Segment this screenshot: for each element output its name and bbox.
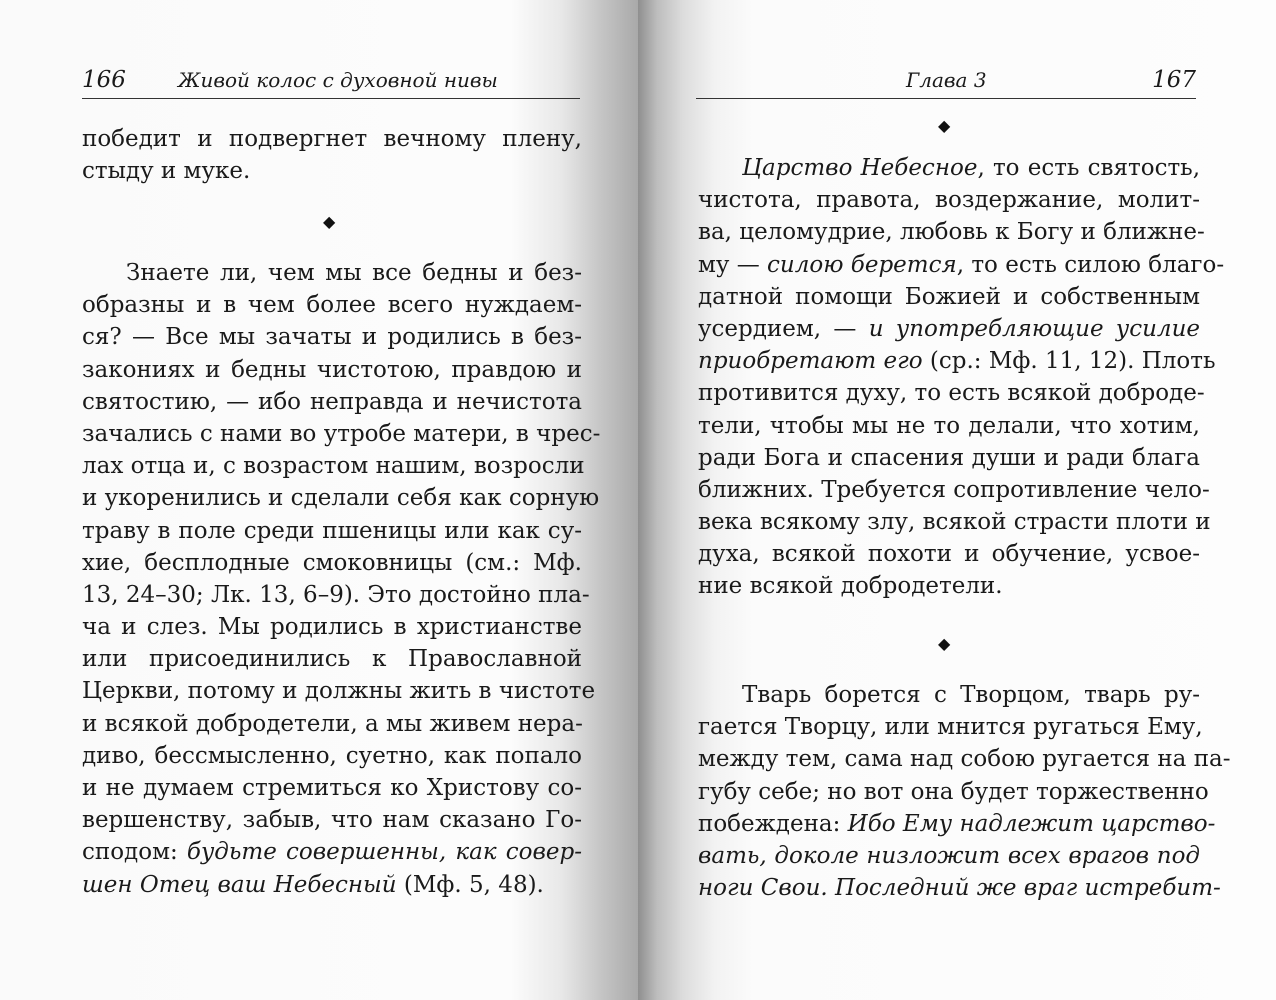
text-line: стыду и муке. <box>82 158 251 185</box>
text-run: (ср.: Мф. 11, 12). Плоть <box>922 348 1216 375</box>
text-run: усердием, — <box>698 315 869 342</box>
text-line <box>698 808 1216 840</box>
text-line: лах отца и, с возрастом нашим, возросли <box>82 453 585 480</box>
text-line: святостию, — ибо неправда и нечистота <box>82 388 582 415</box>
text-line: между тем, сама над собою ругается на па- <box>698 746 1231 773</box>
text-line: и всякой добродетели, а мы живем нера- <box>82 710 583 737</box>
left-page-number: 166 <box>82 67 126 93</box>
text-line: противится духу, то есть всякой доброде- <box>698 380 1205 407</box>
text-run: сподом: <box>82 839 187 866</box>
text-line <box>698 249 1225 281</box>
text-line: гается Творцу, или мнится ругаться Ему, <box>698 714 1203 741</box>
left-running-header <box>82 62 580 99</box>
text-line: Знаете ли, чем мы все бедны и без- <box>126 260 582 286</box>
text-line: и не думаем стремиться ко Христову со- <box>82 775 582 801</box>
text-line: духа, всякой похоти и обучение, усвое- <box>698 541 1200 568</box>
text-run: побеждена: <box>698 810 848 837</box>
text-line: чистота, правота, воздержание, молит- <box>698 187 1200 214</box>
italic-quote: вать, доколе низложит всех врагов под <box>698 842 1200 869</box>
left-paragraph-2 <box>82 257 601 901</box>
text-line: губу себе; но вот она будет торжественно <box>698 778 1209 805</box>
left-running-head-title: Живой колос с духовной нивы <box>178 68 498 92</box>
text-line: Тварь борется с Творцом, тварь ру- <box>742 682 1200 708</box>
italic-quote: силою берется <box>767 251 957 278</box>
text-line: хие, бесплодные смоковницы (см.: Мф. <box>82 549 582 576</box>
right-separator-diamond-icon-1: ◆ <box>938 116 951 135</box>
text-line: ближних. Требуется сопротивление чело- <box>698 476 1210 503</box>
text-line: ние всякой добродетели. <box>698 573 1003 600</box>
right-running-head-title: Глава 3 <box>906 68 987 92</box>
text-line: траву в поле среди пшеницы или как су- <box>82 517 582 544</box>
italic-quote: ноги Свои. Последний же враг истребит- <box>698 875 1221 902</box>
italic-quote: приобретают <box>698 348 877 375</box>
text-line: вершенству, забыв, что нам сказано Го- <box>82 807 582 834</box>
text-line <box>82 869 582 901</box>
text-line <box>698 840 1200 872</box>
right-paragraph-2 <box>698 679 1231 904</box>
right-paragraph-1 <box>698 152 1225 603</box>
text-line: победит и подвергнет вечному плену, <box>82 126 582 152</box>
text-line: ва, целомудрие, любовь к Богу и ближне- <box>698 219 1205 246</box>
right-page <box>638 0 1276 1000</box>
text-run: му — <box>698 251 768 278</box>
right-separator-diamond-icon-2: ◆ <box>938 634 951 653</box>
text-line <box>698 152 1200 184</box>
text-line: и укоренились и сделали себя как сорную <box>82 485 600 512</box>
text-line: или присоединились к Православной <box>82 646 582 673</box>
italic-quote: его <box>883 348 923 375</box>
text-line: Церкви, потому и должны жить в чистоте <box>82 678 596 705</box>
text-line: образны и в чем более всего нуждаем- <box>82 292 582 319</box>
text-line <box>698 872 1221 904</box>
left-separator-diamond-icon: ◆ <box>323 212 336 231</box>
text-line: 13, 24–30; Лк. 13, 6–9). Это достойно пла- <box>82 581 590 608</box>
text-line <box>698 345 1216 377</box>
left-paragraph-1 <box>82 123 582 187</box>
text-line: закониях и бедны чистотою, правдою и <box>82 356 582 383</box>
text-line: зачались с нами во утробе матери, в чрес- <box>82 420 601 447</box>
text-run: (Мф. 5, 48). <box>396 871 544 898</box>
text-line: ради Бога и спасения души и ради блага <box>698 444 1200 471</box>
text-line: датной помощи Божией и собственным <box>698 283 1200 310</box>
italic-quote: шен Отец ваш Небесный <box>82 871 397 898</box>
text-run: , то есть святость, <box>977 155 1201 181</box>
text-run: , то есть силою благо- <box>956 251 1225 278</box>
text-line <box>698 313 1200 345</box>
right-page-number: 167 <box>1152 67 1196 93</box>
text-line: ся? — Все мы зачаты и родились в без- <box>82 324 582 351</box>
italic-quote: Ибо Ему надлежит царство- <box>847 810 1216 837</box>
italic-quote: Царство Небесное <box>742 155 978 181</box>
text-line: тели, чтобы мы не то делали, что хотим, <box>698 412 1200 439</box>
italic-quote: будьте совершенны, как совер- <box>186 839 582 866</box>
italic-quote: и употребляющие усилие <box>868 315 1200 342</box>
text-line: диво, бессмысленно, суетно, как попало <box>82 742 582 769</box>
text-line: ча и слез. Мы родились в христианстве <box>82 614 582 641</box>
text-line <box>82 836 582 868</box>
text-line: века всякому злу, всякой страсти плоти и <box>698 509 1211 536</box>
right-running-header <box>696 62 1196 99</box>
